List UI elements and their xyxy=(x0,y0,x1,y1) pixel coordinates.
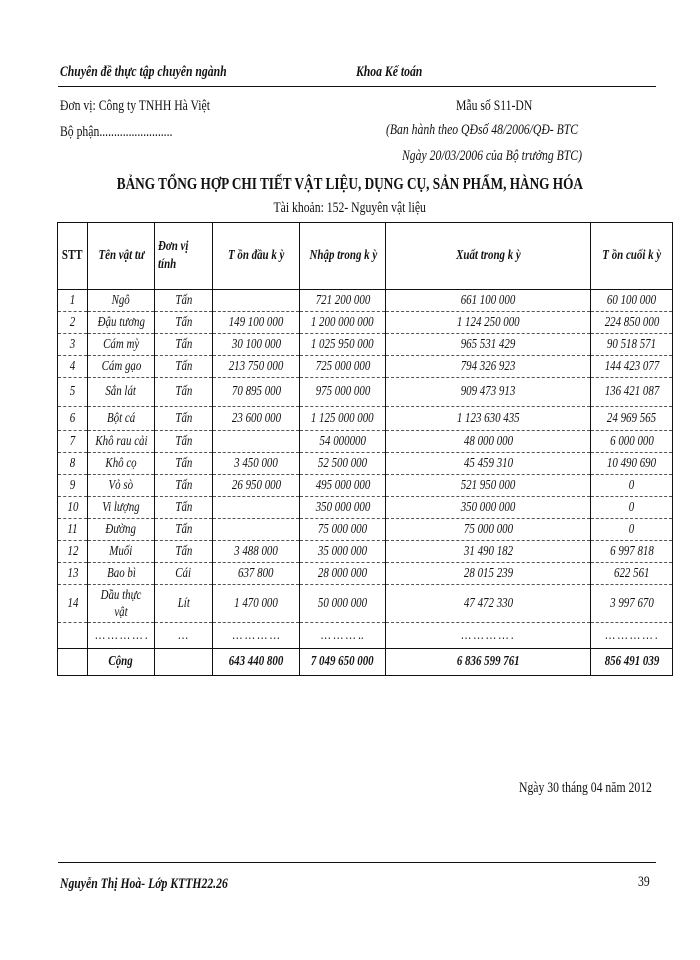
issued-by-line-1: (Ban hành theo QĐsố 48/2006/QĐ- BTC xyxy=(386,122,579,138)
total-cell-opening: 643 440 800 xyxy=(213,649,300,676)
cell-unit: Tấn xyxy=(155,378,213,407)
header-center: Khoa Kế toán xyxy=(356,64,423,80)
total-cell-material-name: Cộng xyxy=(88,649,155,676)
cell-material-name: Vỏ sò xyxy=(88,475,155,497)
cell-inbound: 725 000 000 xyxy=(300,356,386,378)
cell-closing: 622 561 xyxy=(591,563,673,585)
cell-unit: Tấn xyxy=(155,541,213,563)
cell-closing: 136 421 087 xyxy=(591,378,673,407)
page-number: 39 xyxy=(638,874,650,890)
cell-material-name: … … … … . xyxy=(88,623,155,649)
table-row xyxy=(58,623,673,649)
cell-closing: … … … … . xyxy=(591,623,673,649)
total-cell-unit xyxy=(155,649,213,676)
cell-closing: 0 xyxy=(591,497,673,519)
cell-unit: Cái xyxy=(155,563,213,585)
cell-stt: 13 xyxy=(58,563,88,585)
total-cell-outbound: 6 836 599 761 xyxy=(386,649,591,676)
cell-outbound: 661 100 000 xyxy=(386,290,591,312)
table-row xyxy=(58,475,673,497)
col-header-unit: Đơn vị tính xyxy=(155,223,213,290)
cell-outbound: 75 000 000 xyxy=(386,519,591,541)
cell-inbound: 1 200 000 000 xyxy=(300,312,386,334)
table-total-row xyxy=(58,649,673,676)
cell-inbound: 975 000 000 xyxy=(300,378,386,407)
cell-opening: 213 750 000 xyxy=(213,356,300,378)
cell-material-name: Vi lượng xyxy=(88,497,155,519)
cell-closing: 60 100 000 xyxy=(591,290,673,312)
table-row xyxy=(58,541,673,563)
footer-author: Nguyễn Thị Hoà- Lớp KTTH22.26 xyxy=(60,876,228,892)
table-row xyxy=(58,356,673,378)
cell-outbound: 1 123 630 435 xyxy=(386,407,591,431)
materials-summary-table xyxy=(57,222,673,676)
cell-closing: 90 518 571 xyxy=(591,334,673,356)
cell-outbound: 909 473 913 xyxy=(386,378,591,407)
cell-inbound: 35 000 000 xyxy=(300,541,386,563)
table-row xyxy=(58,563,673,585)
col-header-closing-balance: T ồn cuối k ỳ xyxy=(591,223,673,290)
cell-opening xyxy=(213,431,300,453)
cell-material-name: Cám gạo xyxy=(88,356,155,378)
cell-closing: 6 997 818 xyxy=(591,541,673,563)
cell-unit: Tấn xyxy=(155,453,213,475)
table-row xyxy=(58,290,673,312)
cell-unit: Tấn xyxy=(155,407,213,431)
cell-unit: Tấn xyxy=(155,356,213,378)
cell-material-name: Bột cá xyxy=(88,407,155,431)
table-row xyxy=(58,585,673,623)
cell-stt: 5 xyxy=(58,378,88,407)
cell-stt: 7 xyxy=(58,431,88,453)
cell-material-name: Bao bì xyxy=(88,563,155,585)
total-cell-inbound: 7 049 650 000 xyxy=(300,649,386,676)
table-row xyxy=(58,519,673,541)
table-row xyxy=(58,334,673,356)
col-header-material-name: Tên vật tư xyxy=(88,223,155,290)
cell-opening xyxy=(213,290,300,312)
cell-outbound: 48 000 000 xyxy=(386,431,591,453)
page-title: BẢNG TỔNG HỢP CHI TIẾT VẬT LIỆU, DỤNG CỤ, SẢN PHẨM, HÀNG HÓA xyxy=(116,174,584,193)
cell-opening xyxy=(213,519,300,541)
cell-closing: 10 490 690 xyxy=(591,453,673,475)
col-header-stt: STT xyxy=(58,223,88,290)
cell-unit: … xyxy=(155,623,213,649)
cell-stt: 9 xyxy=(58,475,88,497)
signing-date: Ngày 30 tháng 04 năm 2012 xyxy=(519,780,652,796)
cell-inbound: 75 000 000 xyxy=(300,519,386,541)
cell-inbound: 50 000 000 xyxy=(300,585,386,623)
cell-closing: 24 969 565 xyxy=(591,407,673,431)
cell-outbound: 1 124 250 000 xyxy=(386,312,591,334)
header-divider xyxy=(58,86,656,87)
cell-stt: 3 xyxy=(58,334,88,356)
cell-outbound: 350 000 000 xyxy=(386,497,591,519)
cell-stt: 4 xyxy=(58,356,88,378)
cell-material-name: Đường xyxy=(88,519,155,541)
cell-inbound: … … … .. xyxy=(300,623,386,649)
cell-unit: Tấn xyxy=(155,312,213,334)
department-line: Bộ phận......................... xyxy=(60,124,173,140)
cell-opening: 637 800 xyxy=(213,563,300,585)
cell-closing: 6 000 000 xyxy=(591,431,673,453)
cell-inbound: 495 000 000 xyxy=(300,475,386,497)
cell-closing: 0 xyxy=(591,519,673,541)
cell-closing: 224 850 000 xyxy=(591,312,673,334)
cell-closing: 144 423 077 xyxy=(591,356,673,378)
cell-opening: 70 895 000 xyxy=(213,378,300,407)
cell-stt: 8 xyxy=(58,453,88,475)
cell-outbound: 28 015 239 xyxy=(386,563,591,585)
account-subtitle: Tài khoản: 152- Nguyên vật liệu xyxy=(273,200,427,216)
table-row xyxy=(58,453,673,475)
cell-inbound: 52 500 000 xyxy=(300,453,386,475)
cell-unit: Lít xyxy=(155,585,213,623)
cell-material-name: Dầu thực vật xyxy=(88,585,155,623)
cell-outbound: 45 459 310 xyxy=(386,453,591,475)
table-row xyxy=(58,497,673,519)
cell-stt: 12 xyxy=(58,541,88,563)
cell-material-name: Đậu tương xyxy=(88,312,155,334)
cell-unit: Tấn xyxy=(155,475,213,497)
total-cell-closing: 856 491 039 xyxy=(591,649,673,676)
cell-unit: Tấn xyxy=(155,497,213,519)
cell-closing: 3 997 670 xyxy=(591,585,673,623)
total-cell-stt xyxy=(58,649,88,676)
cell-inbound: 350 000 000 xyxy=(300,497,386,519)
cell-opening: 3 488 000 xyxy=(213,541,300,563)
issued-by-line-2: Ngày 20/03/2006 của Bộ trưởng BTC) xyxy=(402,148,582,164)
cell-opening xyxy=(213,497,300,519)
cell-closing: 0 xyxy=(591,475,673,497)
cell-stt: 10 xyxy=(58,497,88,519)
cell-outbound: 521 950 000 xyxy=(386,475,591,497)
cell-opening: 3 450 000 xyxy=(213,453,300,475)
cell-stt: 1 xyxy=(58,290,88,312)
cell-outbound: 794 326 923 xyxy=(386,356,591,378)
table-header-row xyxy=(58,223,673,290)
cell-inbound: 54 000000 xyxy=(300,431,386,453)
cell-opening: 30 100 000 xyxy=(213,334,300,356)
cell-inbound: 1 125 000 000 xyxy=(300,407,386,431)
cell-unit: Tấn xyxy=(155,519,213,541)
cell-material-name: Khô cọ xyxy=(88,453,155,475)
header-left: Chuyên đề thực tập chuyên ngành xyxy=(60,64,227,80)
table-row xyxy=(58,378,673,407)
cell-stt: 11 xyxy=(58,519,88,541)
footer-divider xyxy=(58,862,656,863)
table-row xyxy=(58,431,673,453)
cell-material-name: Ngô xyxy=(88,290,155,312)
unit-line: Đơn vị: Công ty TNHH Hà Việt xyxy=(60,98,211,114)
cell-unit: Tấn xyxy=(155,431,213,453)
cell-outbound: 965 531 429 xyxy=(386,334,591,356)
cell-stt xyxy=(58,623,88,649)
cell-material-name: Cám mỳ xyxy=(88,334,155,356)
cell-inbound: 28 000 000 xyxy=(300,563,386,585)
cell-material-name: Khô rau cải xyxy=(88,431,155,453)
cell-material-name: Sắn lát xyxy=(88,378,155,407)
cell-outbound: 31 490 182 xyxy=(386,541,591,563)
col-header-opening-balance: T ồn đầu k ỳ xyxy=(213,223,300,290)
cell-inbound: 1 025 950 000 xyxy=(300,334,386,356)
form-number: Mẫu số S11-DN xyxy=(456,98,533,114)
cell-stt: 14 xyxy=(58,585,88,623)
col-header-inbound: Nhập trong k ỳ xyxy=(300,223,386,290)
cell-unit: Tấn xyxy=(155,334,213,356)
col-header-outbound: Xuất trong k ỳ xyxy=(386,223,591,290)
cell-opening: 26 950 000 xyxy=(213,475,300,497)
cell-opening: 149 100 000 xyxy=(213,312,300,334)
cell-outbound: 47 472 330 xyxy=(386,585,591,623)
cell-opening: 1 470 000 xyxy=(213,585,300,623)
cell-opening: … … … … xyxy=(213,623,300,649)
cell-stt: 6 xyxy=(58,407,88,431)
table-row xyxy=(58,407,673,431)
cell-opening: 23 600 000 xyxy=(213,407,300,431)
cell-stt: 2 xyxy=(58,312,88,334)
table-row xyxy=(58,312,673,334)
cell-unit: Tấn xyxy=(155,290,213,312)
cell-inbound: 721 200 000 xyxy=(300,290,386,312)
cell-material-name: Muối xyxy=(88,541,155,563)
cell-outbound: … … … … . xyxy=(386,623,591,649)
